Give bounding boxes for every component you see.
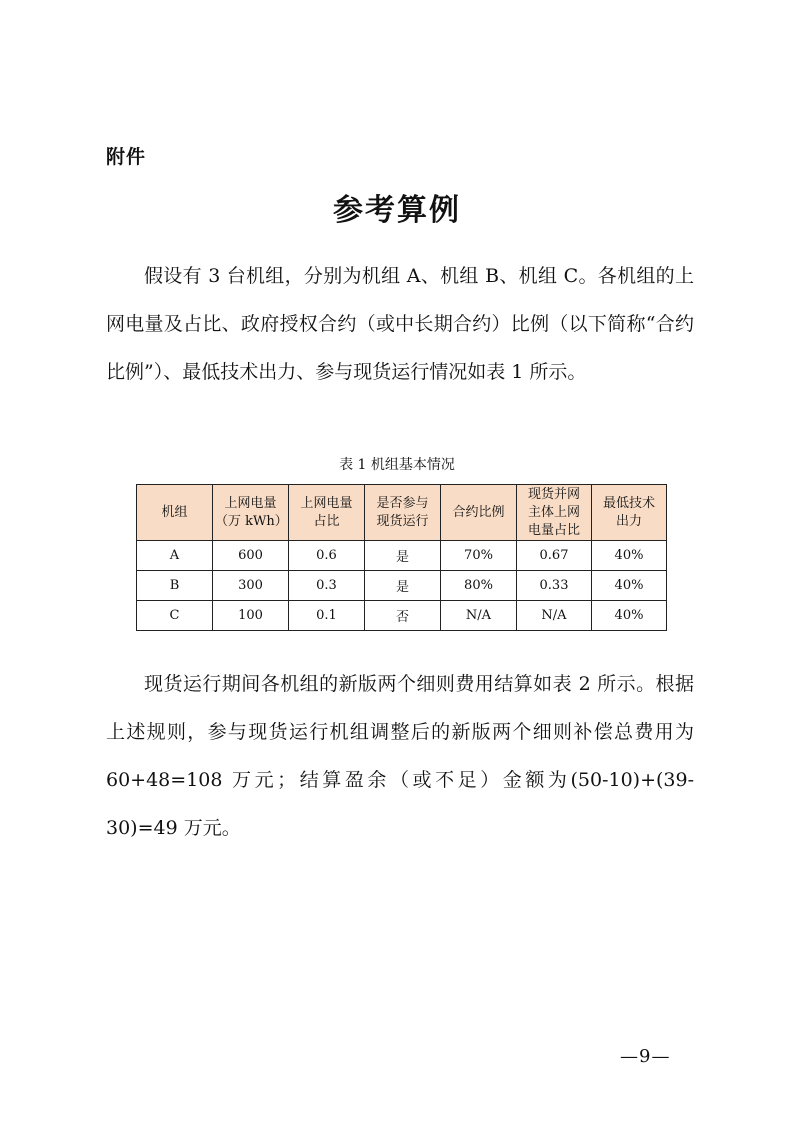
table-cell: 40%	[592, 601, 667, 631]
column-header	[592, 485, 667, 541]
table-cell: 0.1	[289, 601, 365, 631]
column-header	[365, 485, 441, 541]
table-cell: 40%	[592, 541, 667, 571]
column-header	[213, 485, 289, 541]
table-header-row	[137, 485, 667, 541]
column-header	[517, 485, 592, 541]
table-cell: A	[137, 541, 213, 571]
column-header-line: 主体上网	[527, 504, 580, 520]
column-header-line: 合约比例	[452, 504, 505, 520]
intro-paragraph: 假设有 3 台机组，分别为机组 A、机组 B、机组 C。各机组的上网电量及占比、政府授权合约（或中长期合约）比例（以下简称“合约比例”）、最低技术出力、参与现货运行情况如表 1 所示。	[106, 265, 694, 383]
table-row	[137, 601, 667, 631]
column-header-line: 出力	[615, 513, 642, 529]
table-row	[137, 541, 667, 571]
table-cell: 80%	[441, 571, 517, 601]
table-cell: 40%	[592, 571, 667, 601]
column-header	[137, 485, 213, 541]
table-cell: 100	[213, 601, 289, 631]
table-cell: 300	[213, 571, 289, 601]
column-header-line: 上网电量	[224, 495, 277, 511]
column-header-line: 是否参与	[376, 495, 429, 511]
column-header-line: 机组	[161, 504, 188, 520]
unit-basics-table	[136, 484, 667, 631]
table-cell: 0.3	[289, 571, 365, 601]
column-header-line: （万 kWh）	[215, 513, 288, 529]
table-cell: 否	[365, 601, 441, 631]
column-header-line: 现货并网	[527, 486, 580, 502]
column-header	[441, 485, 517, 541]
table-cell: 是	[365, 571, 441, 601]
table-cell: 0.67	[517, 541, 592, 571]
table-body	[137, 541, 667, 631]
page-number: —9—	[620, 1046, 671, 1067]
attachment-label: 附件	[106, 146, 147, 168]
table-cell: 0.33	[517, 571, 592, 601]
table-cell: B	[137, 571, 213, 601]
column-header-line: 占比	[313, 513, 340, 529]
column-header-line: 上网电量	[300, 495, 353, 511]
table-cell: 是	[365, 541, 441, 571]
settlement-paragraph: 现货运行期间各机组的新版两个细则费用结算如表 2 所示。根据上述规则，参与现货运行机组调整后的新版两个细则补偿总费用为 60+48=108 万元；结算盈余（或不足）金额为(50-10)+(39-30)=49 万元。	[106, 673, 694, 839]
table-caption: 表 1 机组基本情况	[339, 457, 455, 473]
column-header-line: 最低技术	[602, 495, 655, 511]
table-cell: 0.6	[289, 541, 365, 571]
table-row	[137, 571, 667, 601]
table-cell: N/A	[441, 601, 517, 631]
column-header-line: 现货运行	[376, 513, 429, 529]
column-header-line: 电量占比	[527, 522, 580, 538]
page-title: 参考算例	[333, 193, 461, 228]
table-cell: 600	[213, 541, 289, 571]
table-cell: C	[137, 601, 213, 631]
column-header	[289, 485, 365, 541]
table-cell: N/A	[517, 601, 592, 631]
table-cell: 70%	[441, 541, 517, 571]
